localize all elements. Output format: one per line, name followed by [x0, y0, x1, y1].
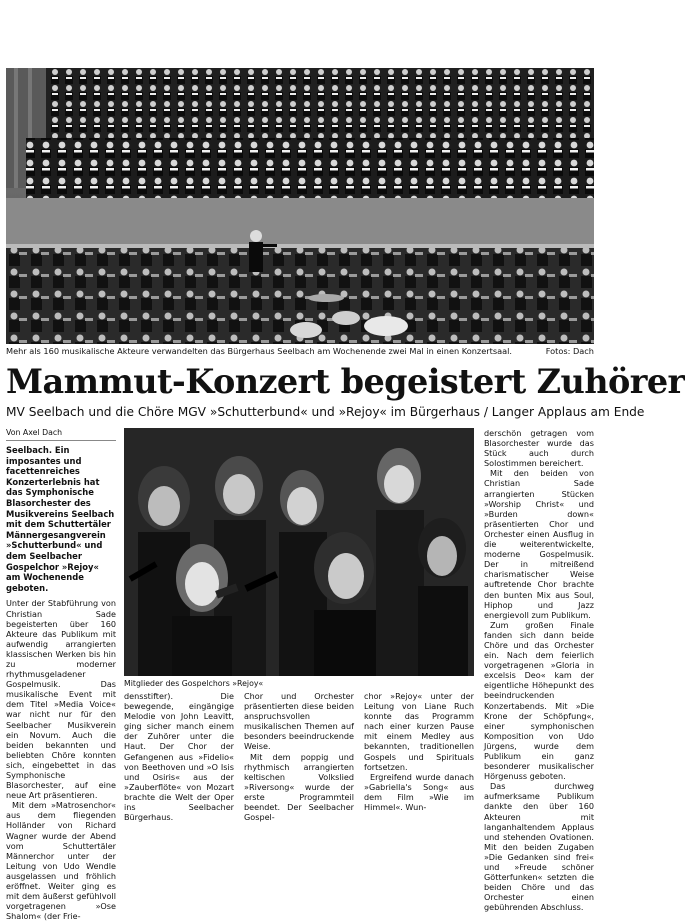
paragraph: Mit dem »Matrosenchor« aus dem fliegenden Holländer von Richard Wagner wurde der Abend vom Schuttertäler Männerchor unter der Leitung von Udo Wendle ausgelassen und fröhlich eröffnet. Weiter ging es mit dem äußerst gefühlvoll vorgetragenen »Ose Shalom« (der Frie- [6, 800, 116, 921]
paragraph: Chor und Orchester präsentierten diese beiden anspruchsvollen musikalischen Themen auf besonders beeindruckende Weise. [244, 691, 354, 752]
paragraph: derschön getragen vom Blasorchester wurde das Stück auch durch Solostimmen bereichert. [484, 428, 594, 469]
article-column-5 [484, 428, 594, 913]
top-photo-caption-text: Mehr als 160 musikalische Akteure verwandelten das Bürgerhaus Seelbach am Wochenende zwei Mal in einen Konzertsaal. [6, 346, 513, 356]
paragraph: Mit dem poppig und rhythmisch arrangierten keltischen Volkslied »Riversong« wurde der erste Programmteil beendet. Der Seelbacher Gospel- [244, 751, 354, 823]
article-lead: Seelbach. Ein imposantes und facettenreiches Konzerterlebnis hat das Symphonische Blasorchester des Musikvereins Seelbach mit dem Schuttertäler Männergesangverein »Schutterbund« und dem Seelbacher Gospelchor »Rejoy« am Wochenende geboten. [6, 445, 115, 593]
paragraph: densstifter). Die bewegende, eingängige Melodie von John Leavitt, ging sicher manch einem der Zuhörer unter die Haut. Der Chor der Gefangenen aus »Fidelio« von Beethoven und »O Isis und Osiris« aus der »Zauberflöte« von Mozart brachte die Welt der Oper ins Seelbacher Bürgerhaus. [124, 691, 234, 823]
author-byline: Von Axel Dach [6, 428, 116, 441]
paragraph: Mit den beiden von Christian Sade arrangierten Stücken »Worship Christ« und »Burden down« präsentierten Chor und Orchester einen Ausflug in die weiterentwickelte, moderne Gospelmusik. Der in mitreißend charismatischer Weise auftretende Chor brachte den bunten Mix aus Soul, Hiphop und Jazz energievoll zum Publikum. [484, 468, 594, 620]
article-headline: Mammut-Konzert begeistert Zuhörer [6, 362, 685, 401]
article-column-1 [6, 428, 116, 921]
paragraph: Das durchweg aufmerksame Publikum dankte den über 160 Akteuren mit langanhaltendem Applaus und stehenden Ovationen. Mit den beiden Zugaben »Die Gedanken sind frei« und »Freude schöner Götterfunken« setzten die beiden Chöre und das Orchester einen gebührenden Abschluss. [484, 781, 594, 913]
article-column-2 [124, 691, 234, 822]
orchestra-choir-illustration [6, 68, 594, 344]
photo-credit: Fotos: Dach [545, 346, 594, 356]
article-column-4 [364, 691, 474, 812]
paragraph: chor »Rejoy« unter der Leitung von Liane Ruch konnte das Programm nach einer kurzen Pause mit einem Medley aus bekannten, traditionellen Gospels und Spirituals fortsetzen. [364, 691, 474, 772]
gospel-photo-caption: Mitglieder des Gospelchors »Rejoy« [124, 679, 264, 688]
top-photo-caption [6, 346, 594, 356]
gospel-choir-photo [124, 428, 474, 676]
article-column-3 [244, 691, 354, 822]
article-subheadline: MV Seelbach und die Chöre MGV »Schutterbund« und »Rejoy« im Bürgerhaus / Langer Applaus am Ende [6, 405, 645, 419]
paragraph: Zum großen Finale fanden sich dann beide Chöre und das Orchester ein. Nach dem feierlich vorgetragenen »Gloria in excelsis Deo« kam der eigentliche Höhepunkt des beeindruckenden Konzertabends. Mit »Die Krone der Schöpfung«, einer symphonischen Komposition von Udo Jürgens, wurde dem Publikum ein ganz besonderer musikalischer Hörgenuss geboten. [484, 619, 594, 782]
paragraph: Ergreifend wurde danach »Gabriella's Song« aus dem Film »Wie im Himmel«. Wun- [364, 771, 474, 813]
concert-photo [6, 68, 594, 344]
paragraph: Unter der Stabführung von Christian Sade begeisterten über 160 Akteure das Publikum mit aufwendig arrangierten klassischen Werken bis hin zu moderner rhythmusgeladener Gospelmusik. Das musikalische Event mit dem Titel »Media Voice« war nicht nur für den Seelbacher Musikverein ein Novum. Auch die beiden bekannten und beliebten Chöre konnten sich, eingebettet in das Symphonische Blasorchester, auf eine neue Art präsentieren. [6, 598, 116, 801]
gospel-choir-illustration [124, 428, 474, 676]
